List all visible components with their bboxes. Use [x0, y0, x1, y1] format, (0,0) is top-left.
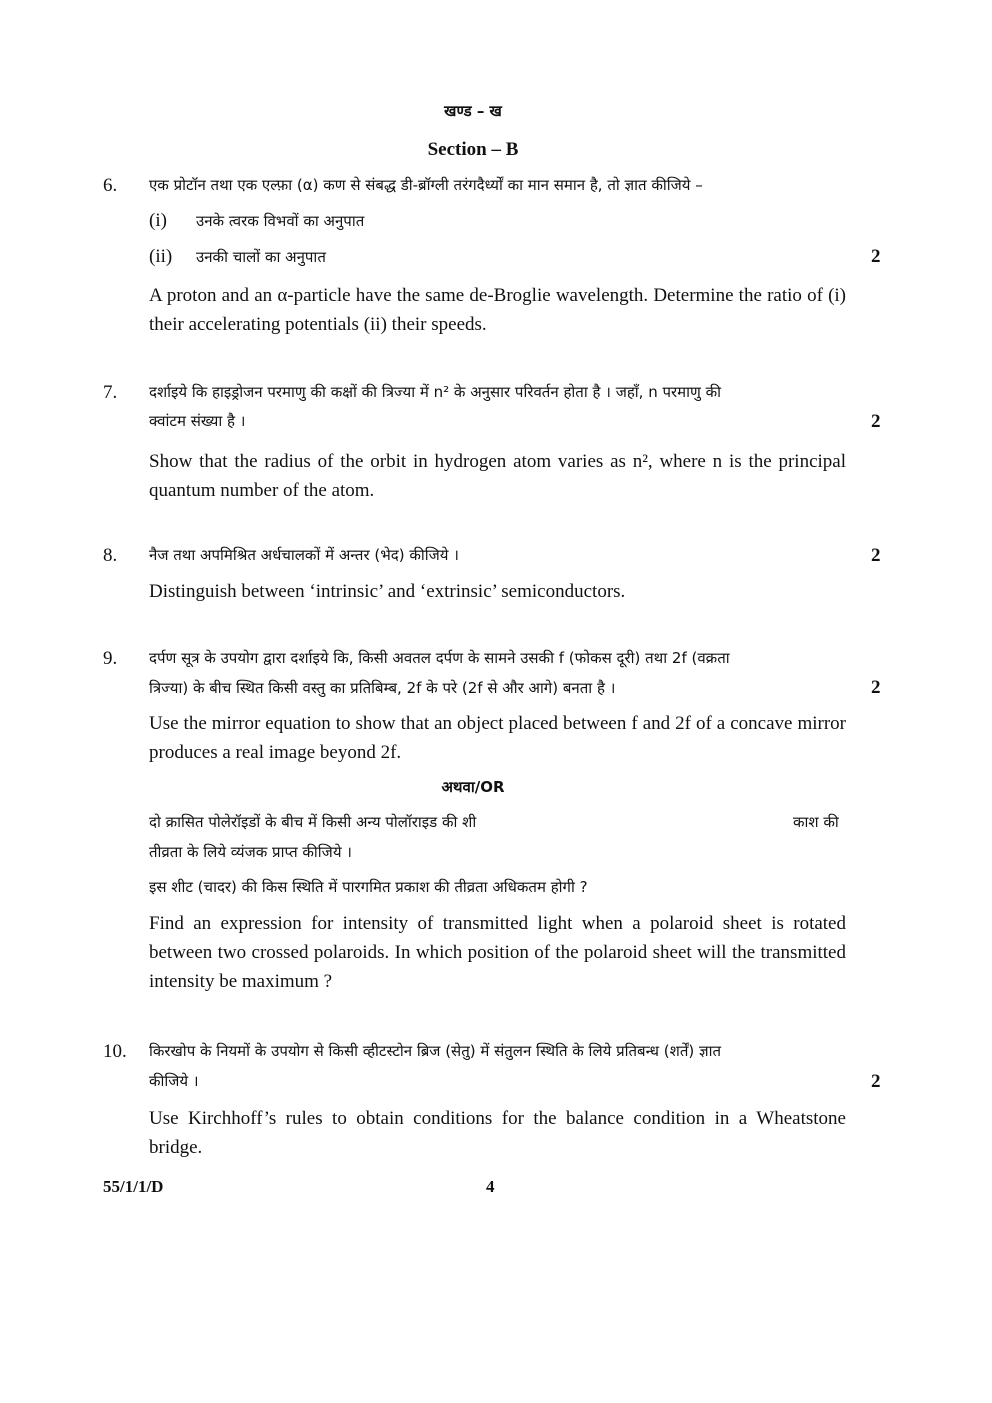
sub-label: (i) [149, 210, 167, 231]
page-number: 4 [486, 1177, 495, 1196]
or-hindi-line: इस शीट (चादर) की किस स्थिति में पारगमित प्रकाश की तीव्रता अधिकतम होगी ? [149, 878, 588, 896]
marks: 2 [871, 246, 881, 267]
section-title-english: Section – B [427, 139, 519, 160]
paper-code: 55/1/1/D [103, 1177, 164, 1196]
sub-hindi: उनके त्वरक विभवों का अनुपात [196, 212, 365, 230]
question-english: A proton and an α-particle have the same de-Broglie wavelength. Determine the ratio of (i) their accelerating potentials (ii) their speeds. [149, 285, 846, 335]
question-hindi-line: दर्शाइये कि हाइड्रोजन परमाणु की कक्षों की त्रिज्या में n² के अनुसार परिवर्तन होता है । जहाँ, n परमाणु की [149, 383, 722, 401]
sub-label: (ii) [149, 246, 173, 267]
marks: 2 [871, 545, 881, 566]
question-hindi-line: क्वांटम संख्या है । [149, 412, 246, 430]
sub-hindi: उनकी चालों का अनुपात [196, 248, 326, 266]
or-hindi-line-end: काश की [793, 813, 839, 831]
question-english: Use Kirchhoff’s rules to obtain conditions for the balance condition in a Wheatstone bridge. [149, 1108, 846, 1158]
question-hindi-line: कीजिये । [149, 1072, 199, 1090]
question-english: Use the mirror equation to show that an object placed between f and 2f of a concave mirror produces a real image beyond 2f. [149, 713, 846, 763]
question-english: Show that the radius of the orbit in hydrogen atom varies as n², where n is the principal quantum number of the atom. [149, 451, 846, 501]
question-english: Distinguish between ‘intrinsic’ and ‘extrinsic’ semiconductors. [149, 581, 626, 602]
section-title-hindi: खण्ड – ख [444, 102, 502, 120]
question-number: 8. [103, 545, 118, 566]
question-hindi: नैज तथा अपमिश्रित अर्धचालकों में अन्तर (भेद) कीजिये । [149, 546, 459, 564]
question-hindi-line: किरखोप के नियमों के उपयोग से किसी व्हीटस्टोन ब्रिज (सेतु) में संतुलन स्थिति के लिये प्रतिबन्ध (शर्तें) ज्ञात [149, 1042, 722, 1060]
marks: 2 [871, 1071, 881, 1092]
question-number: 7. [103, 382, 118, 403]
question-hindi: एक प्रोटॉन तथा एक एल्फ़ा (α) कण से संबद्ध डी-ब्रॉग्ली तरंगदैर्ध्यों का मान समान है, तो ज्ञात कीजिये – [149, 176, 703, 194]
question-hindi-line: त्रिज्या) के बीच स्थित किसी वस्तु का प्रतिबिम्ब, 2f के परे (2f से और आगे) बनता है । [149, 679, 616, 697]
question-number: 10. [103, 1041, 127, 1062]
marks: 2 [871, 677, 881, 698]
or-separator: अथवा/OR [441, 778, 505, 796]
or-hindi-line: दो क्रासित पोलेरॉइडों के बीच में किसी अन्य पोलॉराइड की शी [149, 813, 477, 831]
question-hindi-line: दर्पण सूत्र के उपयोग द्वारा दर्शाइये कि, किसी अवतल दर्पण के सामने उसकी f (फोकस दूरी) तथा 2f (वक्रता [149, 649, 730, 667]
or-hindi-line: तीव्रता के लिये व्यंजक प्राप्त कीजिये । [149, 843, 352, 861]
question-number: 9. [103, 648, 118, 669]
marks: 2 [871, 411, 881, 432]
or-english: Find an expression for intensity of transmitted light when a polaroid sheet is rotated between two crossed polaroids. In which position of the polaroid sheet will the transmitted intensity be maximum ? [149, 913, 846, 992]
question-number: 6. [103, 175, 118, 196]
